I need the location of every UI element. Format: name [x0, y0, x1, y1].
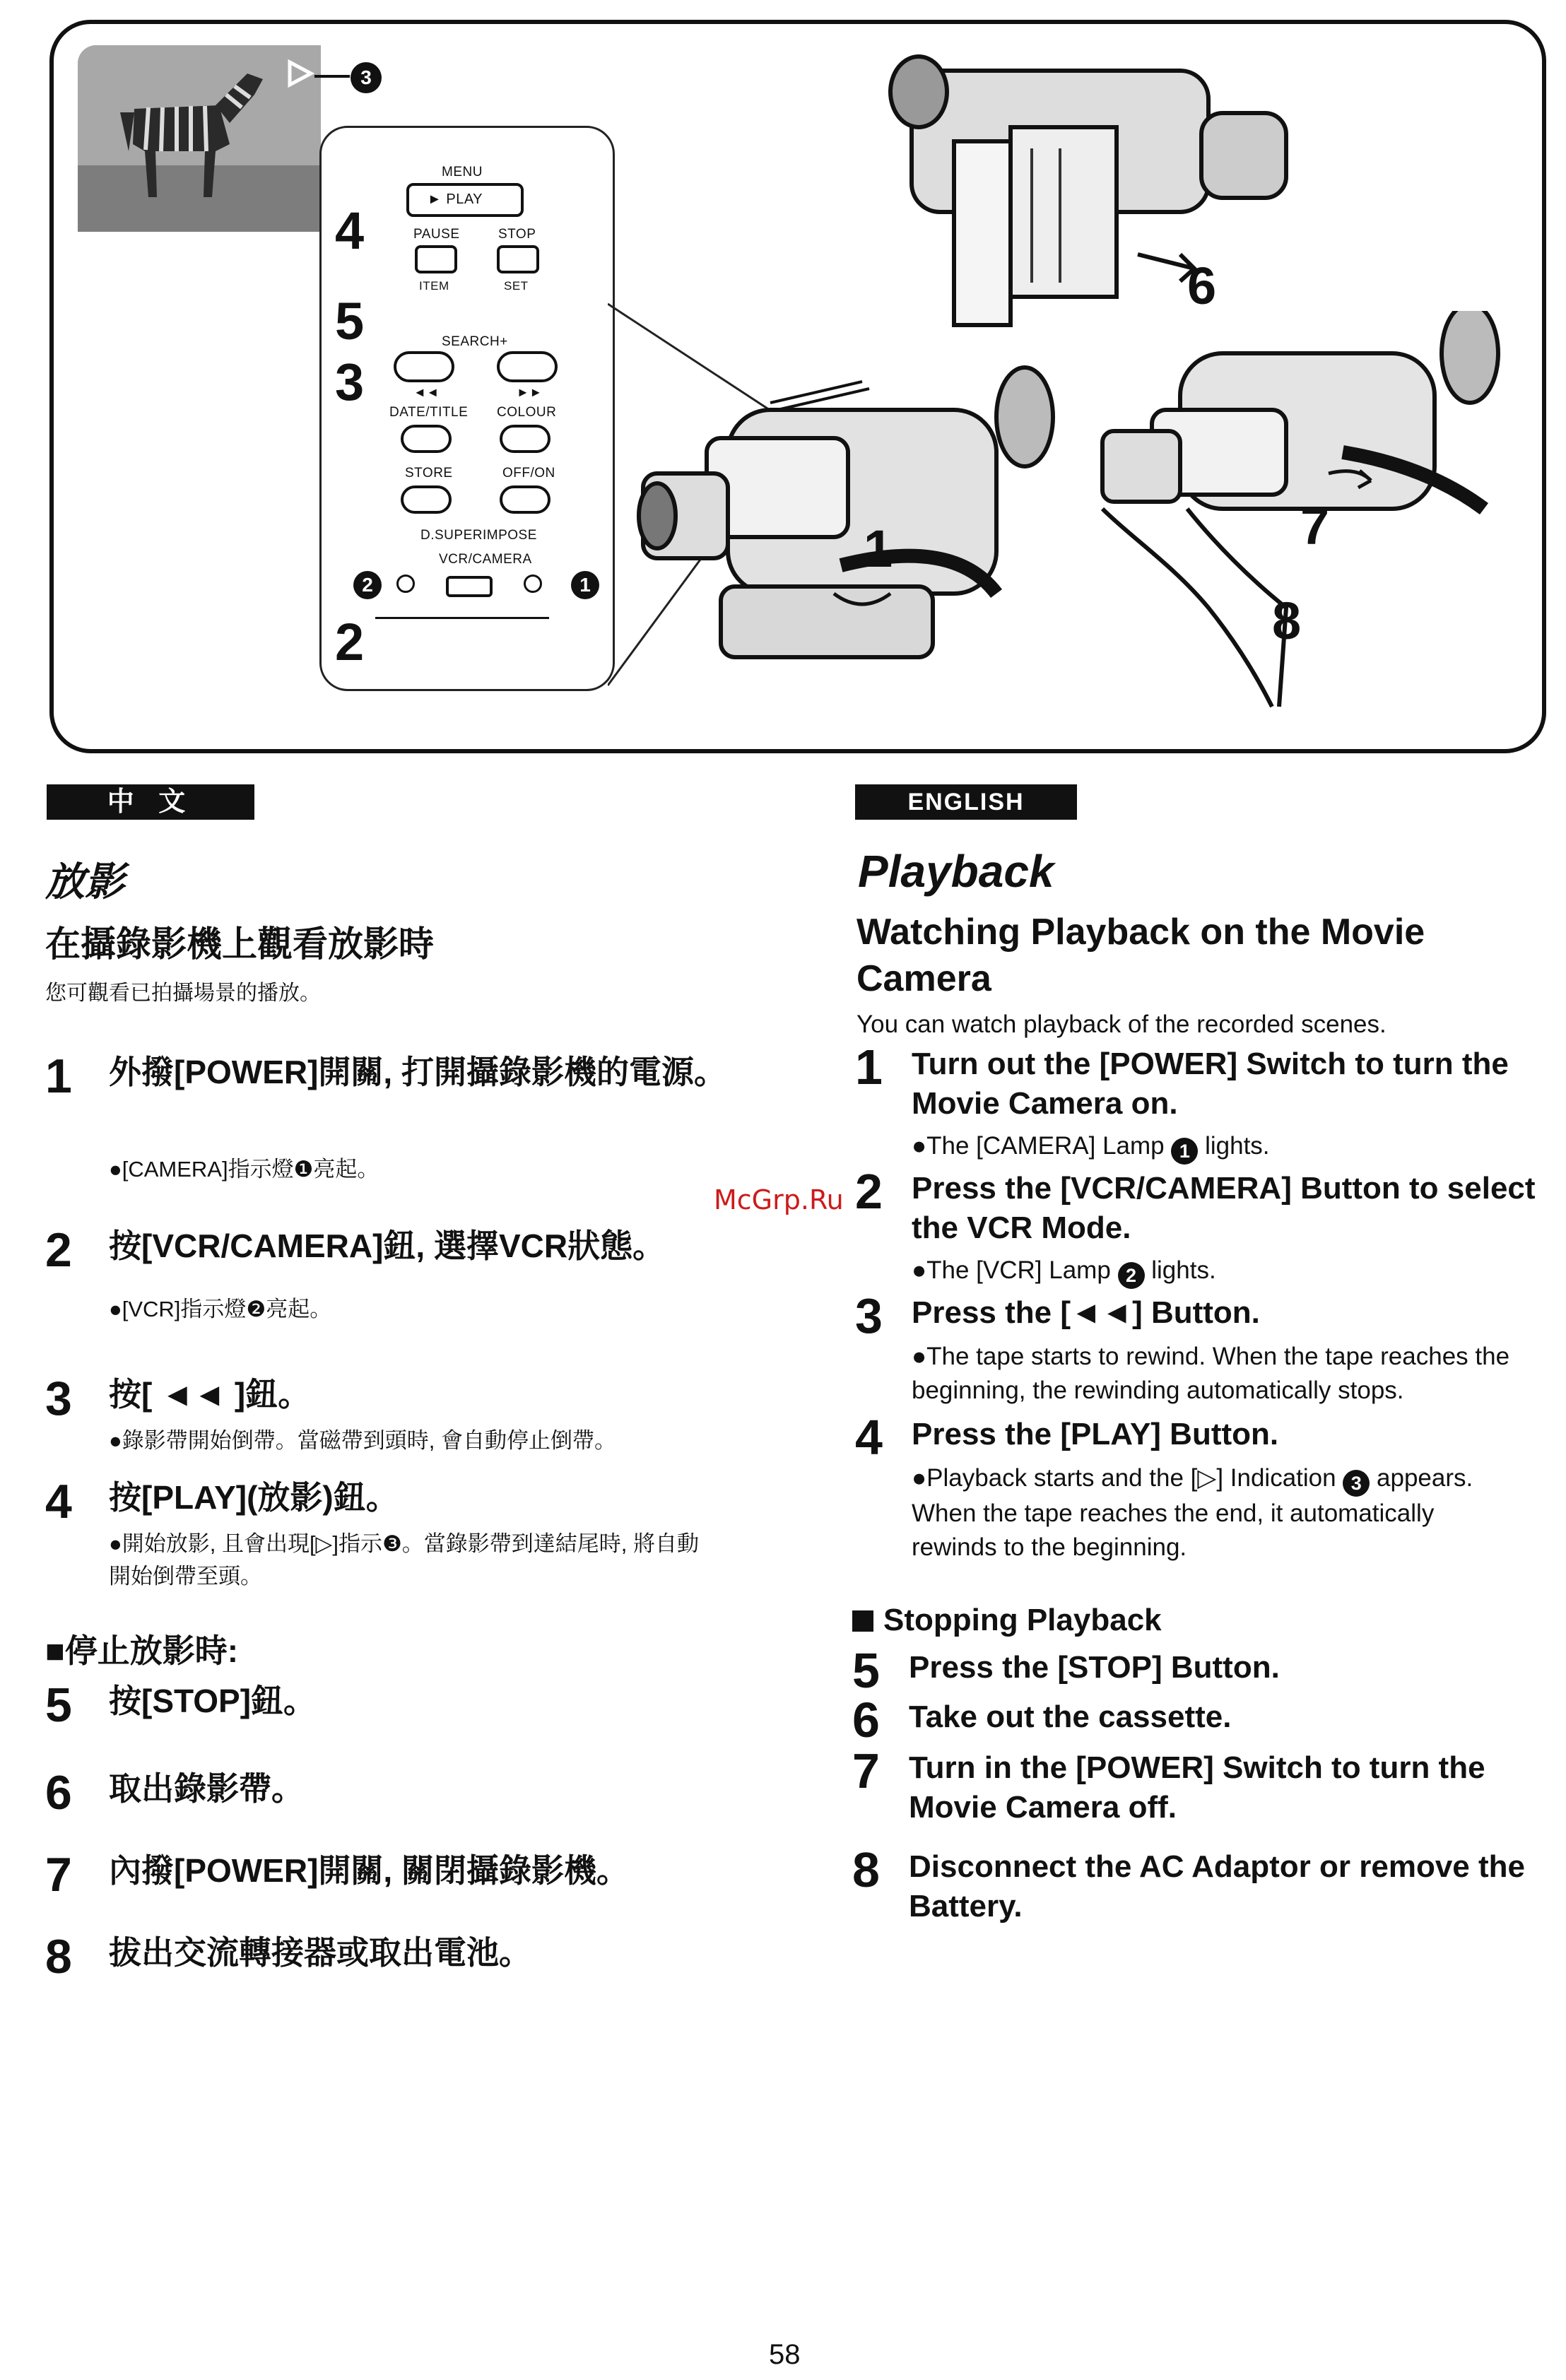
stop-label: STOP: [498, 227, 536, 242]
en-step-5-number: 5: [852, 1643, 880, 1698]
menu-label: MENU: [442, 165, 483, 179]
zh-step-4-number: 4: [45, 1475, 72, 1528]
zh-step-7-number: 7: [45, 1848, 72, 1902]
en-step-3-note: ●The tape starts to rewind. When the tape reaches the beginning, the rewinding automatically stops.: [912, 1343, 1510, 1404]
zebra-image: [78, 45, 321, 232]
zh-step-8-text: 拔出交流轉接器或取出電池。: [109, 1934, 531, 1971]
en-step-4-text: Press the [PLAY] Button.: [912, 1417, 1279, 1451]
callout-indication-3: 3: [351, 62, 382, 93]
en-step-2-text: Press the [VCR/CAMERA] Button to select the VCR Mode.: [912, 1171, 1536, 1245]
en-subtitle: Watching Playback on the Movie Camera: [856, 912, 1425, 999]
en-step-6: [852, 1692, 1545, 1748]
item-label: ITEM: [419, 279, 449, 293]
off-on-label: OFF/ON: [502, 466, 555, 481]
zh-step-7: [45, 1847, 738, 1904]
camcorder-side-drawing: [629, 353, 1067, 678]
power-off-battery-drawing: [1074, 311, 1512, 735]
en-step-1-note: [912, 1129, 1270, 1165]
en-step-3-text: Press the [◄◄] Button.: [912, 1295, 1260, 1330]
date-title-button[interactable]: [401, 425, 452, 453]
zh-step-7-text: 內撥[POWER]開關, 關閉攝錄影機。: [109, 1852, 629, 1889]
zh-step-5-text: 按[STOP]鈕。: [109, 1683, 317, 1719]
en-title: Playback: [858, 846, 1054, 897]
pause-label: PAUSE: [413, 227, 460, 242]
zh-step-2-note: ●[VCR]指示燈❷亮起。: [109, 1297, 332, 1321]
store-button[interactable]: [401, 485, 452, 514]
off-on-button[interactable]: [500, 485, 551, 514]
callout-8: 8: [1272, 591, 1302, 650]
zh-intro: 您可觀看已拍攝場景的播放。: [45, 982, 321, 1005]
square-bullet-icon: [852, 1610, 873, 1632]
rewind-button[interactable]: [394, 351, 454, 382]
callout-4: 4: [335, 201, 365, 260]
zh-step-4-note: ●開始放影, 且會出現[▷]指示❸。當錄影帶到達結尾時, 將自動開始倒帶至頭。: [109, 1531, 700, 1589]
callout-lamp-1: 1: [571, 571, 599, 599]
zh-step-3-text: 按[ ◄◄ ]鈕。: [109, 1376, 311, 1413]
zh-step-1-number: 1: [45, 1049, 72, 1103]
callout-lamp-2: 2: [353, 571, 382, 599]
d-superimpose-label: D.SUPERIMPOSE: [420, 528, 537, 543]
cassette-removal-drawing: [869, 42, 1336, 339]
zh-step-8-number: 8: [45, 1930, 72, 1984]
zh-step-4-text: 按[PLAY](放影)鈕。: [109, 1479, 399, 1516]
callout-7: 7: [1300, 497, 1330, 555]
en-step-1-number: 1: [855, 1039, 883, 1095]
pause-button[interactable]: [415, 245, 457, 273]
callout-5: 5: [335, 292, 365, 350]
en-step-3-number: 3: [855, 1288, 883, 1343]
date-title-label: DATE/TITLE: [389, 405, 469, 420]
lamp-1-badge: 1: [1171, 1138, 1198, 1165]
zh-step-3-note: ●錄影帶開始倒帶。當磁帶到頭時, 會自動停止倒帶。: [109, 1428, 616, 1453]
zh-step-6: [45, 1765, 738, 1822]
rewind-symbol: ◄◄: [413, 385, 440, 399]
zh-step-5-number: 5: [45, 1678, 72, 1732]
zh-step-2-number: 2: [45, 1223, 72, 1277]
en-step-5: [852, 1642, 1545, 1698]
colour-button[interactable]: [500, 425, 551, 453]
vcr-camera-label: VCR/CAMERA: [439, 552, 532, 567]
indication-3-badge: 3: [1343, 1470, 1370, 1497]
set-label: SET: [504, 279, 529, 293]
zh-step-3-number: 3: [45, 1372, 72, 1425]
zh-step-5: [45, 1678, 738, 1734]
en-step-4-note-text: ●Playback starts and the [▷] Indication: [912, 1464, 1343, 1492]
en-step-8-number: 8: [852, 1842, 880, 1897]
vcr-lamp: [396, 575, 415, 593]
en-step-2-note: [912, 1254, 1216, 1289]
zh-step-6-number: 6: [45, 1766, 72, 1820]
vcr-camera-button[interactable]: [446, 576, 493, 597]
en-step-4-note: [912, 1461, 1498, 1565]
en-intro: You can watch playback of the recorded scenes.: [856, 1011, 1387, 1038]
en-step-7-number: 7: [852, 1743, 880, 1798]
zh-step-2-text: 按[VCR/CAMERA]鈕, 選擇VCR狀態。: [109, 1227, 666, 1264]
en-step-1-text: Turn out the [POWER] Switch to turn the Movie Camera on.: [912, 1047, 1509, 1121]
camera-lamp: [524, 575, 542, 593]
callout-2: 2: [335, 613, 365, 671]
en-step-2-note-end: lights.: [1144, 1256, 1216, 1284]
callout-3: 3: [335, 353, 365, 411]
en-step-4-number: 4: [855, 1410, 883, 1465]
en-step-6-number: 6: [852, 1692, 880, 1748]
en-step-6-text: Take out the cassette.: [909, 1699, 1232, 1734]
playback-screen-image: [78, 45, 321, 232]
callout-1: 1: [864, 519, 893, 578]
colour-label: COLOUR: [497, 405, 557, 420]
en-step-2-note-text: ●The [VCR] Lamp: [912, 1256, 1118, 1284]
zh-title: 放影: [45, 859, 124, 904]
zh-step-8: [45, 1929, 738, 1986]
en-step-5-text: Press the [STOP] Button.: [909, 1650, 1280, 1685]
fast-forward-button[interactable]: [497, 351, 558, 382]
en-step-7-text: Turn in the [POWER] Switch to turn the Movie Camera off.: [909, 1750, 1485, 1825]
zh-stop-heading: ■停止放影時:: [45, 1632, 239, 1669]
zh-step-1-text: 外撥[POWER]開關, 打開攝錄影機的電源。: [109, 1054, 726, 1090]
page-number: 58: [769, 2339, 801, 2370]
play-label: ► PLAY: [428, 192, 483, 207]
en-stop-heading: [852, 1603, 1162, 1638]
en-step-4-note-end: appears. When the tape reaches the end, it automatically rewinds to the beginning.: [912, 1464, 1473, 1561]
lamp-2-badge: 2: [1118, 1262, 1145, 1289]
zh-subtitle: 在攝錄影機上觀看放影時: [45, 924, 434, 964]
en-step-1-note-text: ●The [CAMERA] Lamp: [912, 1132, 1172, 1160]
callout-line: [314, 75, 350, 78]
en-step-1-note-end: lights.: [1198, 1132, 1270, 1160]
watermark: McGrp.Ru: [714, 1184, 844, 1215]
store-label: STORE: [405, 466, 453, 481]
search-label: SEARCH+: [442, 334, 508, 349]
en-step-2-number: 2: [855, 1164, 883, 1219]
panel-divider: [375, 617, 549, 619]
callout-6: 6: [1187, 257, 1217, 315]
zh-step-6-text: 取出錄影帶。: [109, 1770, 304, 1807]
english-section-bar: ENGLISH: [855, 784, 1077, 820]
zh-step-1-note: ●[CAMERA]指示燈❶亮起。: [109, 1157, 379, 1182]
ff-symbol: ►►: [517, 385, 543, 399]
stop-button[interactable]: [497, 245, 539, 273]
en-stop-heading-text: Stopping Playback: [883, 1603, 1162, 1637]
en-step-8-text: Disconnect the AC Adaptor or remove the Battery.: [909, 1849, 1525, 1924]
chinese-section-bar: 中 文: [47, 784, 254, 820]
